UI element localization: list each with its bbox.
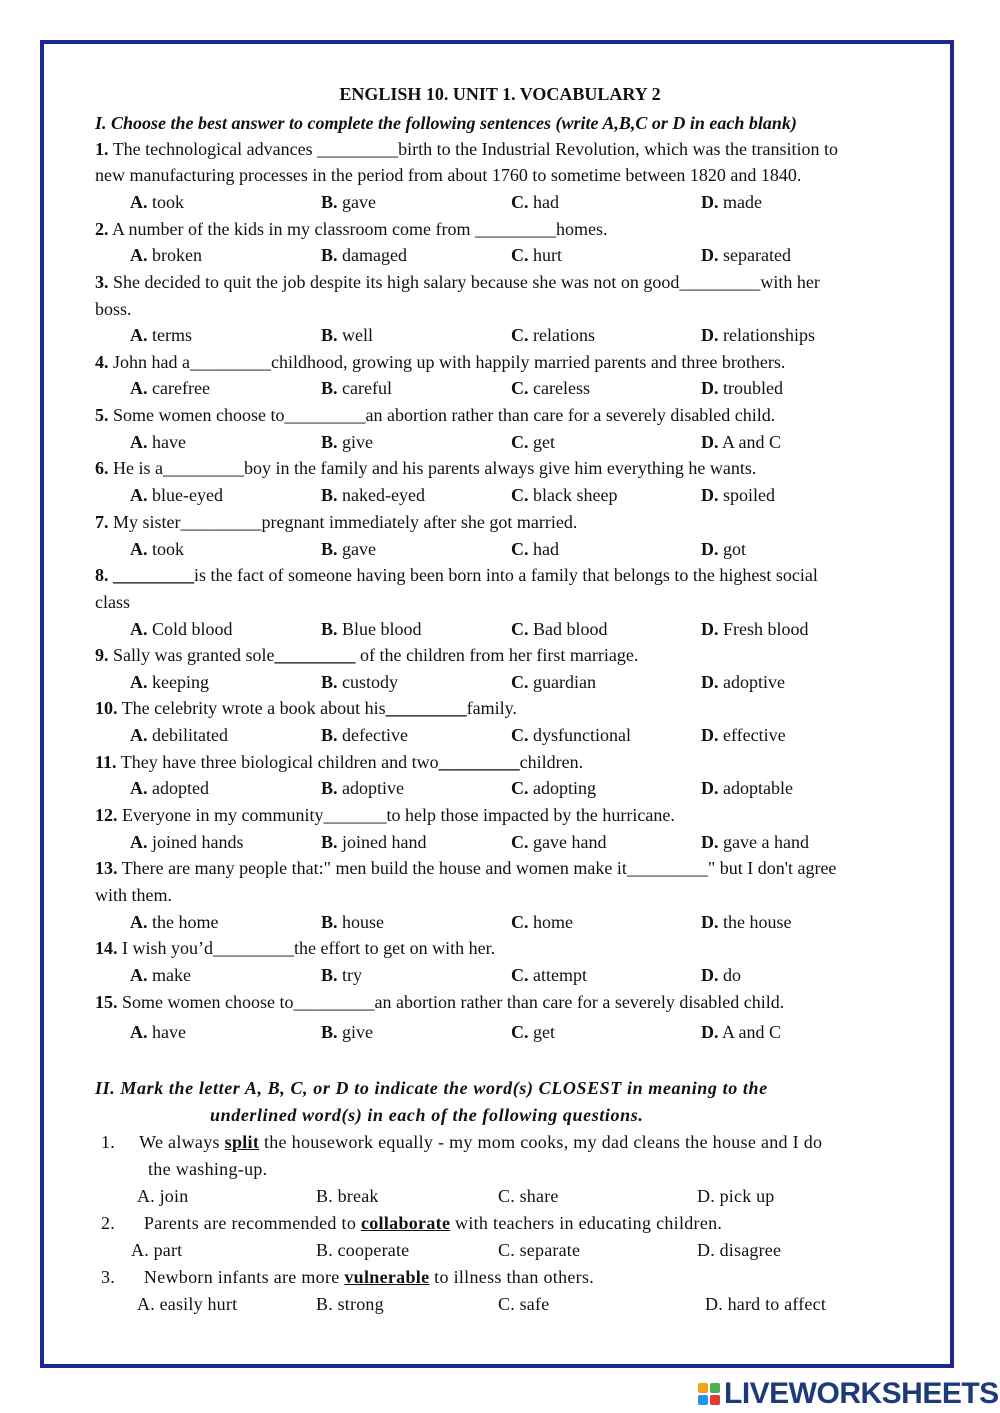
question-15-options [0,1021,1000,1043]
option-b: B. try [321,965,363,985]
worksheet-title: ENGLISH 10. UNIT 1. VOCABULARY 2 [339,84,661,104]
option-b: B. give [321,1022,374,1042]
option-a: A. took [130,539,185,559]
option-c: C. dysfunctional [511,725,631,745]
option-d: D. troubled [701,378,783,398]
question-1-continued: new manufacturing processes in the period from about 1760 to sometime between 1820 and 1840. [95,165,802,185]
option-b: B. gave [321,192,376,212]
question-15: 15. Some women choose to_________an abortion rather than care for a severely disabled child. [95,992,785,1012]
option-b: B. strong [316,1294,384,1314]
s2-question-2-options [0,1239,1000,1261]
question-2: 2. A number of the kids in my classroom come from _________homes. [95,219,608,239]
option-b: B. defective [321,725,408,745]
option-a: A. join [137,1186,189,1206]
option-a: A. joined hands [130,832,244,852]
option-c: C. black sheep [511,485,618,505]
question-12: 12. Everyone in my community_______to help those impacted by the hurricane. [95,805,675,825]
section-1-heading: I. Choose the best answer to complete the following sentences (write A,B,C or D in each blank) [95,113,797,133]
question-1-options [0,191,1000,213]
option-c: C. hurt [511,245,562,265]
option-d: D. pick up [697,1186,775,1206]
logo-square-2 [710,1383,720,1393]
question-12-options [0,831,1000,853]
question-14-options [0,964,1000,986]
option-d: D. Fresh blood [701,619,809,639]
question-9-options [0,671,1000,693]
s2-question-3: 3. Newborn infants are more vulnerable to illness than others. [101,1267,595,1287]
option-b: B. careful [321,378,392,398]
option-a: A. keeping [130,672,209,692]
option-c: C. attempt [511,965,587,985]
option-b: B. break [316,1186,379,1206]
option-b: B. give [321,432,374,452]
option-d: D. relationships [701,325,815,345]
question-8-continued: class [95,592,130,612]
option-b: B. Blue blood [321,619,422,639]
option-b: B. joined hand [321,832,427,852]
question-8-options [0,618,1000,640]
option-a: A. make [130,965,191,985]
question-2-options [0,244,1000,266]
option-a: A. terms [130,325,192,345]
question-4-options [0,377,1000,399]
option-b: B. gave [321,539,376,559]
option-c: C. relations [511,325,595,345]
option-d: D. hard to affect [705,1294,827,1314]
question-4: 4. John had a_________childhood, growing up with happily married parents and three brothers. [95,352,786,372]
option-d: D. do [701,965,741,985]
s2-question-3-options [0,1293,1000,1315]
question-3-continued: boss. [95,299,132,319]
option-c: C. Bad blood [511,619,608,639]
question-13-continued: with them. [95,885,172,905]
option-d: D. A and C [701,432,782,452]
question-5: 5. Some women choose to_________an abortion rather than care for a severely disabled child. [95,405,776,425]
question-1: 1. The technological advances _________birth to the Industrial Revolution, which was the transition to [95,139,839,159]
option-c: C. home [511,912,573,932]
logo-text: LIVEWORKSHEETS [724,1377,999,1410]
option-c: C. get [511,1022,555,1042]
option-d: D. got [701,539,747,559]
option-b: B. naked-eyed [321,485,425,505]
option-c: C. separate [498,1240,581,1260]
option-c: C. safe [498,1294,550,1314]
question-7-options [0,538,1000,560]
question-11-options [0,777,1000,799]
logo-square-1 [698,1383,708,1393]
option-a: A. debilitated [130,725,228,745]
question-10: 10. The celebrity wrote a book about his_________family. [95,698,517,718]
question-11: 11. They have three biological children and two_________children. [95,752,584,772]
option-c: C. guardian [511,672,596,692]
option-d: D. A and C [701,1022,782,1042]
option-b: B. damaged [321,245,407,265]
question-7: 7. My sister_________pregnant immediately after she got married. [95,512,578,532]
option-d: D. adoptable [701,778,793,798]
option-a: A. have [130,1022,186,1042]
s2-question-2: 2. Parents are recommended to collaborate with teachers in educating children. [101,1213,723,1233]
option-a: A. took [130,192,185,212]
option-d: D. effective [701,725,786,745]
logo-square-3 [698,1395,708,1405]
option-a: A. the home [130,912,219,932]
option-b: B. cooperate [316,1240,410,1260]
question-13-options [0,911,1000,933]
option-b: B. custody [321,672,399,692]
option-d: D. separated [701,245,791,265]
option-c: C. had [511,539,559,559]
option-c: C. get [511,432,555,452]
question-13: 13. There are many people that:" men build the house and women make it_________" but I don't agree [95,858,837,878]
question-14: 14. I wish you’d_________the effort to get on with her. [95,938,496,958]
s2-question-1-continued: the washing-up. [148,1159,268,1179]
option-b: B. adoptive [321,778,404,798]
option-d: D. the house [701,912,792,932]
option-a: A. carefree [130,378,210,398]
option-c: C. had [511,192,559,212]
option-d: D. spoiled [701,485,775,505]
logo-square-4 [710,1395,720,1405]
option-c: C. adopting [511,778,596,798]
option-c: C. share [498,1186,559,1206]
option-a: A. have [130,432,186,452]
option-d: D. made [701,192,762,212]
section-2-heading-line2: underlined word(s) in each of the following questions. [210,1105,644,1125]
option-a: A. adopted [130,778,209,798]
option-c: C. gave hand [511,832,607,852]
question-10-options [0,724,1000,746]
option-d: D. adoptive [701,672,785,692]
option-b: B. house [321,912,385,932]
option-a: A. blue-eyed [130,485,223,505]
question-9: 9. Sally was granted sole_________ of the children from her first marriage. [95,645,639,665]
question-6-options [0,484,1000,506]
option-d: D. gave a hand [701,832,809,852]
question-8: 8. _________is the fact of someone having been born into a family that belongs to the highest social [95,565,818,585]
option-a: A. Cold blood [130,619,233,639]
question-3: 3. She decided to quit the job despite its high salary because she was not on good_________with her [95,272,820,292]
option-d: D. disagree [697,1240,782,1260]
option-a: A. broken [130,245,202,265]
section-2-heading-line1: II. Mark the letter A, B, C, or D to indicate the word(s) CLOSEST in meaning to the [95,1078,768,1098]
liveworksheets-logo[interactable] [698,1376,999,1412]
question-6: 6. He is a_________boy in the family and his parents always give him everything he wants. [95,458,757,478]
s2-question-1: 1. We always split the housework equally - my mom cooks, my dad cleans the house and I do [101,1132,823,1152]
question-5-options [0,431,1000,453]
option-a: A. part [131,1240,183,1260]
option-c: C. careless [511,378,590,398]
logo-grid-icon [698,1383,720,1405]
question-3-options [0,324,1000,346]
option-a: A. easily hurt [137,1294,238,1314]
s2-question-1-options [0,1185,1000,1207]
option-b: B. well [321,325,374,345]
